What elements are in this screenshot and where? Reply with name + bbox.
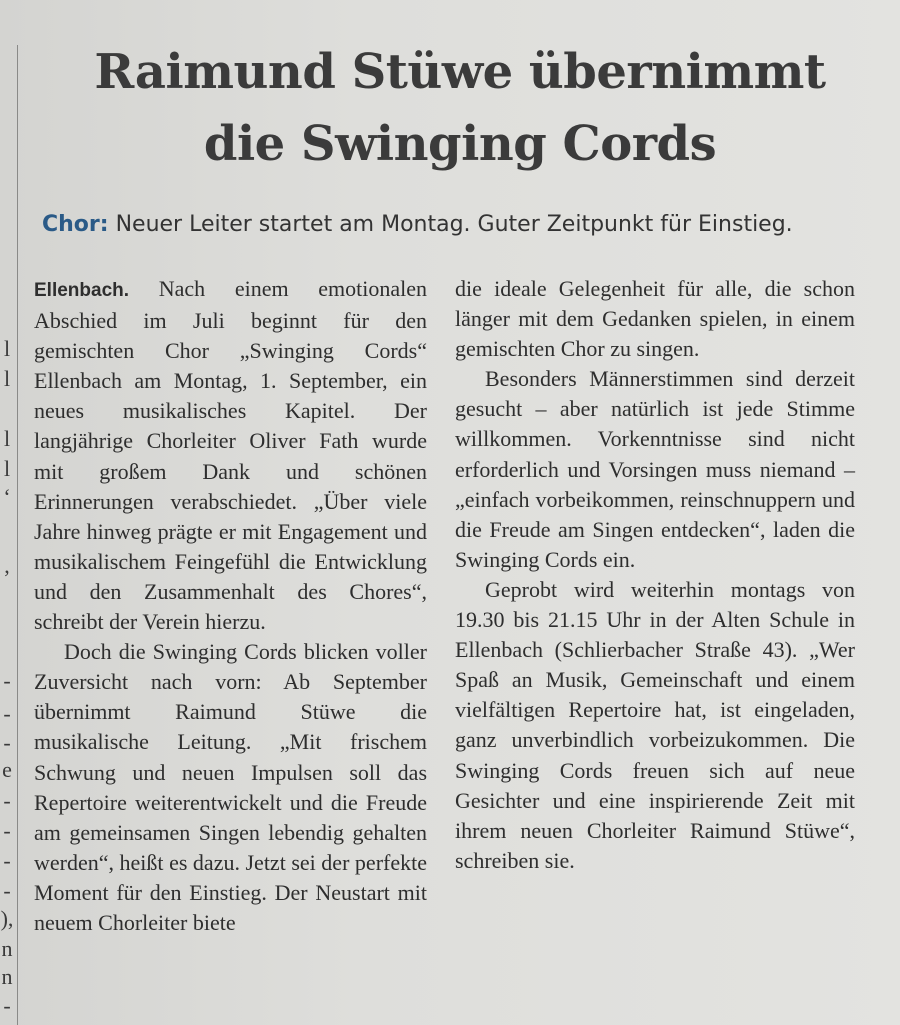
- paragraph-3: Besonders Männerstimmen sind derzeit gesucht – aber natürlich ist jede Stimme willkommen. Vorkenntnisse sind nicht erforderlich und Vorsingen muss niemand – „einfach vorbeikommen, reinschnuppern und die Freude am Singen entdecken“, laden die Swinging Cords ein.: [455, 366, 855, 572]
- adjacent-column-fragments: [0, 0, 16, 1025]
- paragraph-1-text: Nach einem emotionalen Abschied im Juli beginnt für den gemischten Chor „Swinging Cords“ Ellenbach am Montag, 1. September, ein neues musikalisches Kapitel. Der langjährige Chorleiter Oliver Fath wurde mit großem Dank und schönen Erinnerungen verabschiedet. „Über viele Jahre hinweg prägte er mit Engagement und musikalischem Feingefühl die Entwicklung und den Zusammenhalt des Chores“, schreibt der Verein hierzu.: [34, 276, 427, 635]
- dateline: Ellenbach.: [34, 280, 130, 301]
- fragment: n: [1, 936, 13, 961]
- fragment: l: [3, 426, 11, 451]
- paragraph-1: [34, 274, 427, 637]
- paragraph-4: Geprobt wird weiterhin montags von 19.30 bis 21.15 Uhr in der Alten Schule in Ellenbach (Schlierbacher Straße 43). „Wer Spaß an Musik, Gemeinschaft und einem vielfältigen Repertoire hat, ist eingeladen, ganz unverbindlich vorbeizukommen. Die Swinging Cords freuen sich auf neue Gesichter und eine inspirierende Zeit mit ihrem neuen Chorleiter Raimund Stüwe“, schreiben sie.: [455, 576, 855, 873]
- fragment: l: [3, 366, 11, 391]
- fragment: ),: [0, 906, 14, 931]
- paragraph-2: Doch die Swinging Cords blicken voller Zuversicht nach vorn: Ab September übernimmt Raimund Stüwe die musikalische Leitung. „Mit frischem Schwung und neuen Impulsen soll das Repertoire weiterentwickelt und die Freude am gemeinsamen Singen lebendig gehalten werden“, heißt es dazu. Jetzt sei der perfekte Moment für den Einstieg. Der Neustart mit neuem Chorleiter biete: [34, 639, 427, 935]
- headline-line-1: Raimund Stüwe übernimmt: [94, 44, 826, 100]
- fragment: -: [3, 788, 11, 813]
- subheadline: [42, 208, 882, 242]
- fragment: -: [3, 848, 11, 873]
- headline-line-2: die Swinging Cords: [203, 116, 717, 172]
- fragment: ‘: [3, 484, 11, 509]
- fragment: l: [3, 456, 11, 481]
- fragment: -: [3, 878, 11, 903]
- headline: [40, 36, 880, 180]
- fragment: e: [2, 757, 12, 782]
- fragment: -: [3, 993, 11, 1018]
- fragment: ,: [4, 553, 10, 578]
- fragment: -: [3, 701, 11, 726]
- text-column-left: [34, 274, 427, 938]
- fragment: -: [3, 730, 11, 755]
- fragment: -: [3, 818, 11, 843]
- text-column-right: [455, 274, 855, 876]
- column-rule: [17, 45, 18, 1025]
- kicker: Chor:: [42, 212, 109, 237]
- fragment: n: [1, 964, 13, 989]
- fragment: -: [3, 668, 11, 693]
- paragraph-2-continued: die ideale Gelegenheit für alle, die schon länger mit dem Gedanken spielen, in einem gemischten Chor zu singen.: [455, 276, 855, 362]
- subhead-text: Neuer Leiter startet am Montag. Guter Zeitpunkt für Einstieg.: [115, 212, 793, 237]
- fragment: l: [3, 336, 11, 361]
